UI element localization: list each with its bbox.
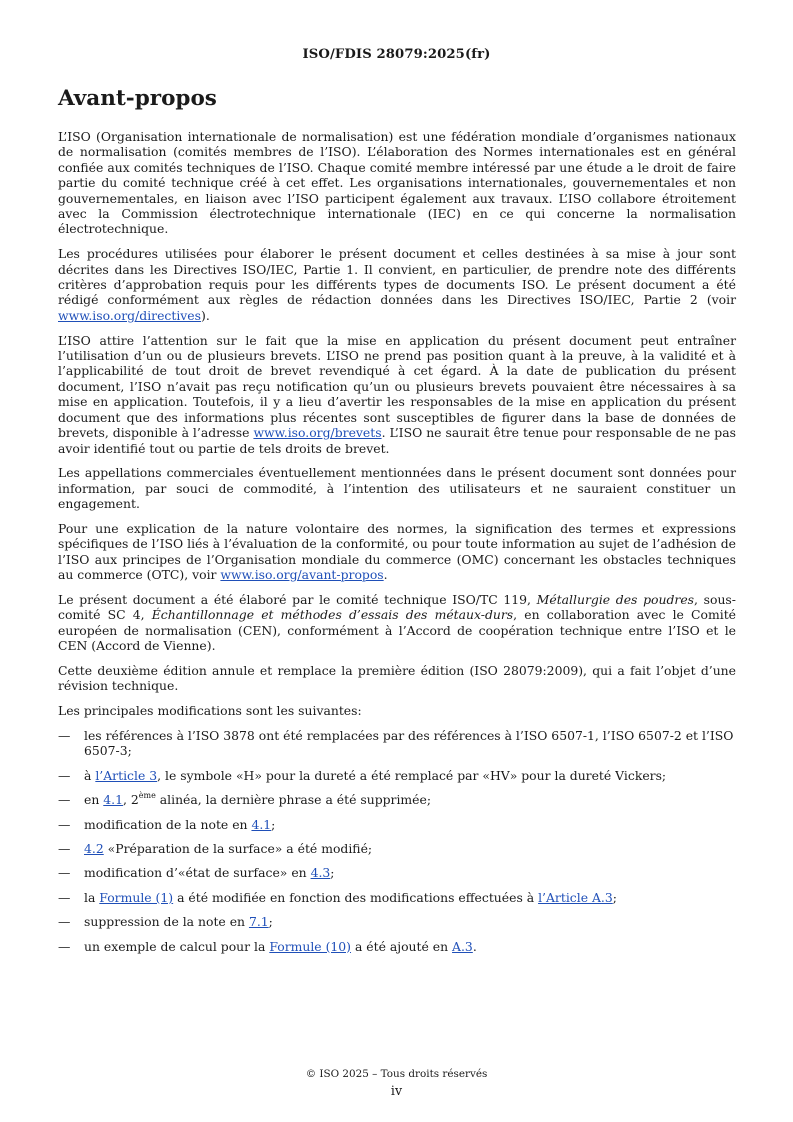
list-dash: — bbox=[58, 865, 71, 881]
document-id-header: ISO/FDIS 28079:2025(fr) bbox=[302, 47, 491, 62]
list-dash: — bbox=[58, 767, 71, 783]
list-item-text-part: en bbox=[84, 792, 104, 808]
list-item bbox=[58, 939, 736, 954]
list-dash: — bbox=[58, 938, 71, 954]
formula-1-link[interactable]: Formule (1) bbox=[99, 889, 174, 905]
list-dash: — bbox=[58, 889, 71, 905]
paragraph-text: ). bbox=[201, 307, 210, 323]
paragraph-text: Le présent document a été élaboré par le comité technique ISO/TC 119, bbox=[58, 591, 537, 607]
document-body bbox=[58, 129, 736, 963]
list-item-text-part: ; bbox=[612, 889, 617, 905]
list-item-text-part: un exemple de calcul pour la bbox=[84, 938, 270, 954]
article-3-link[interactable]: l’Article 3 bbox=[95, 767, 158, 783]
list-item bbox=[58, 817, 736, 832]
list-item-text-part: ; bbox=[271, 816, 276, 832]
list-item bbox=[58, 865, 736, 880]
clause-a3-link[interactable]: A.3 bbox=[452, 938, 473, 954]
list-item-text: les références à l’ISO 3878 ont été remplacées par des références à l’ISO 6507-1, l’ISO 6507-2 et l’ISO 6507-3; bbox=[84, 727, 734, 759]
article-a3-link[interactable]: l’Article A.3 bbox=[538, 889, 613, 905]
clause-7-1-link[interactable]: 7.1 bbox=[248, 914, 269, 930]
page-title: Avant-propos bbox=[58, 86, 217, 111]
list-item-text bbox=[84, 768, 736, 783]
list-dash: — bbox=[58, 816, 71, 832]
subcommittee-title: Échantillonnage et méthodes d’essais des métaux-durs bbox=[151, 607, 514, 623]
paragraph-edition: Cette deuxième édition annule et remplace la première édition (ISO 28079:2009), qui a fait l’objet d’une révision technique. bbox=[58, 662, 736, 694]
list-item-text bbox=[84, 841, 736, 856]
foreword-link[interactable]: www.iso.org/avant-propos bbox=[220, 567, 384, 583]
list-item-text bbox=[84, 792, 736, 807]
ordinal-superscript: ème bbox=[138, 791, 156, 801]
list-item-text-part: modification d’«état de surface» en bbox=[84, 865, 311, 881]
list-item-text-part: «Préparation de la surface» a été modifié; bbox=[103, 840, 373, 856]
clause-4-1-link[interactable]: 4.1 bbox=[103, 792, 123, 808]
page-number: iv bbox=[390, 1083, 403, 1098]
list-item bbox=[58, 914, 736, 929]
page-footer bbox=[0, 1067, 793, 1098]
formula-10-link[interactable]: Formule (10) bbox=[269, 938, 352, 954]
list-item-text-part: a été ajouté en bbox=[351, 938, 453, 954]
paragraph-voluntary-nature bbox=[58, 521, 736, 583]
list-item-text-part: , 2 bbox=[122, 792, 139, 808]
paragraph-committee bbox=[58, 592, 736, 654]
paragraph-text: Pour une explication de la nature volontaire des normes, la signification des termes et expressions spécifiques de l’ISO liés à l’évaluation de la conformité, ou pour toute information au sujet de l’adhésion de l’ISO aux principes de l’Organisation mondiale du commerce (OMC) concernant les obstacles techniques au commerce (OTC), voir bbox=[58, 520, 736, 583]
clause-4-2-link[interactable]: 4.2 bbox=[84, 840, 104, 856]
patents-link[interactable]: www.iso.org/brevets bbox=[253, 425, 382, 441]
paragraph-text: . bbox=[383, 567, 388, 583]
list-dash: — bbox=[58, 727, 71, 743]
list-item-text bbox=[84, 939, 736, 954]
list-item-text bbox=[84, 817, 736, 832]
paragraph-text: . L’ISO ne saurait être tenue pour responsable de ne pas avoir identifié tout ou partie de tels droits de brevet. bbox=[58, 425, 736, 456]
list-item-text-part: a été modifiée en fonction des modifications effectuées à bbox=[173, 889, 539, 905]
list-dash: — bbox=[58, 840, 71, 856]
list-item-text bbox=[84, 865, 736, 880]
list-item-text-part: ; bbox=[330, 865, 335, 881]
list-item-text bbox=[84, 914, 736, 929]
paragraph-trade-names: Les appellations commerciales éventuellement mentionnées dans le présent document sont données pour information, par souci de commodité, à l’intention des utilisateurs et ne sauraient constituer un engagement. bbox=[58, 465, 736, 512]
list-item bbox=[58, 841, 736, 856]
list-item bbox=[58, 728, 736, 759]
list-item bbox=[58, 890, 736, 905]
list-item-text-part: ; bbox=[268, 914, 273, 930]
paragraph-iso-intro: L’ISO (Organisation internationale de normalisation) est une fédération mondiale d’organismes nationaux de normalisation (comités membres de l’ISO). L’élaboration des Normes internationales est en général confiée aux comités techniques de l’ISO. Chaque comité membre intéressé par une étude a le droit de faire partie du comité technique créé à cet effet. Les organisations internationales, gouvernementales et non gouvernementales, en liaison avec l’ISO participent également aux travaux. L’ISO collabore étroitement avec la Commission électrotechnique internationale (IEC) en ce qui concerne la normalisation électrotechnique. bbox=[58, 129, 736, 237]
list-item-text-part: , le symbole «H» pour la dureté a été remplacé par «HV» pour la dureté Vickers; bbox=[157, 767, 667, 783]
list-item-text-part: modification de la note en bbox=[84, 816, 252, 832]
list-item-text-part: à bbox=[84, 767, 96, 783]
clause-4-1-note-link[interactable]: 4.1 bbox=[251, 816, 272, 832]
list-dash: — bbox=[58, 792, 71, 808]
paragraph-text: L’ISO attire l’attention sur le fait que la mise en application du présent document peut entraîner l’utilisation d’un ou de plusieurs brevets. L’ISO ne prend pas position quant à la preuve, à la validité et à l’applicabilité de tout droit de brevet revendiqué à cet égard. À la date de publication du présent document, l’ISO n’avait pas reçu notification qu’un ou plusieurs brevets pouvaient être nécessaires à sa mise en application. Toutefois, il y a lieu d’avertir les responsables de la mise en application du présent document que des informations plus récentes sont susceptibles de figurer dans la base de données de brevets, disponible à l’adresse bbox=[58, 332, 736, 441]
list-item bbox=[58, 768, 736, 783]
list-item-text-part: . bbox=[472, 938, 477, 954]
list-item bbox=[58, 792, 736, 807]
list-item-text-part: suppression de la note en bbox=[84, 914, 249, 930]
paragraph-procedures bbox=[58, 246, 736, 323]
paragraph-text: , en collaboration avec le Comité européen de normalisation (CEN), conformément à l’Accord de coopération technique entre l’ISO et le CEN (Accord de Vienne). bbox=[58, 607, 737, 654]
paragraph-patents bbox=[58, 333, 736, 456]
changes-list bbox=[58, 728, 736, 954]
committee-title: Métallurgie des poudres bbox=[536, 591, 695, 607]
directives-link[interactable]: www.iso.org/directives bbox=[58, 307, 201, 323]
list-item-text-part: alinéa, la dernière phrase a été supprimée; bbox=[155, 792, 432, 808]
clause-4-3-link[interactable]: 4.3 bbox=[310, 865, 331, 881]
copyright-notice: © ISO 2025 – Tous droits réservés bbox=[305, 1068, 488, 1080]
list-item-text bbox=[84, 890, 736, 905]
paragraph-text: , sous-comité SC 4, bbox=[58, 591, 736, 623]
paragraph-changes-intro: Les principales modifications sont les suivantes: bbox=[58, 703, 362, 719]
list-dash: — bbox=[58, 914, 71, 930]
list-item-text-part: la bbox=[84, 889, 100, 905]
paragraph-text: Les procédures utilisées pour élaborer le présent document et celles destinées à sa mise à jour sont décrites dans les Directives ISO/IEC, Partie 1. Il convient, en particulier, de prendre note des différents critères d’approbation requis pour les différents types de documents ISO. Le présent document a été rédigé conformément aux règles de rédaction données dans les Directives ISO/IEC, Partie 2 (voir bbox=[58, 246, 736, 308]
